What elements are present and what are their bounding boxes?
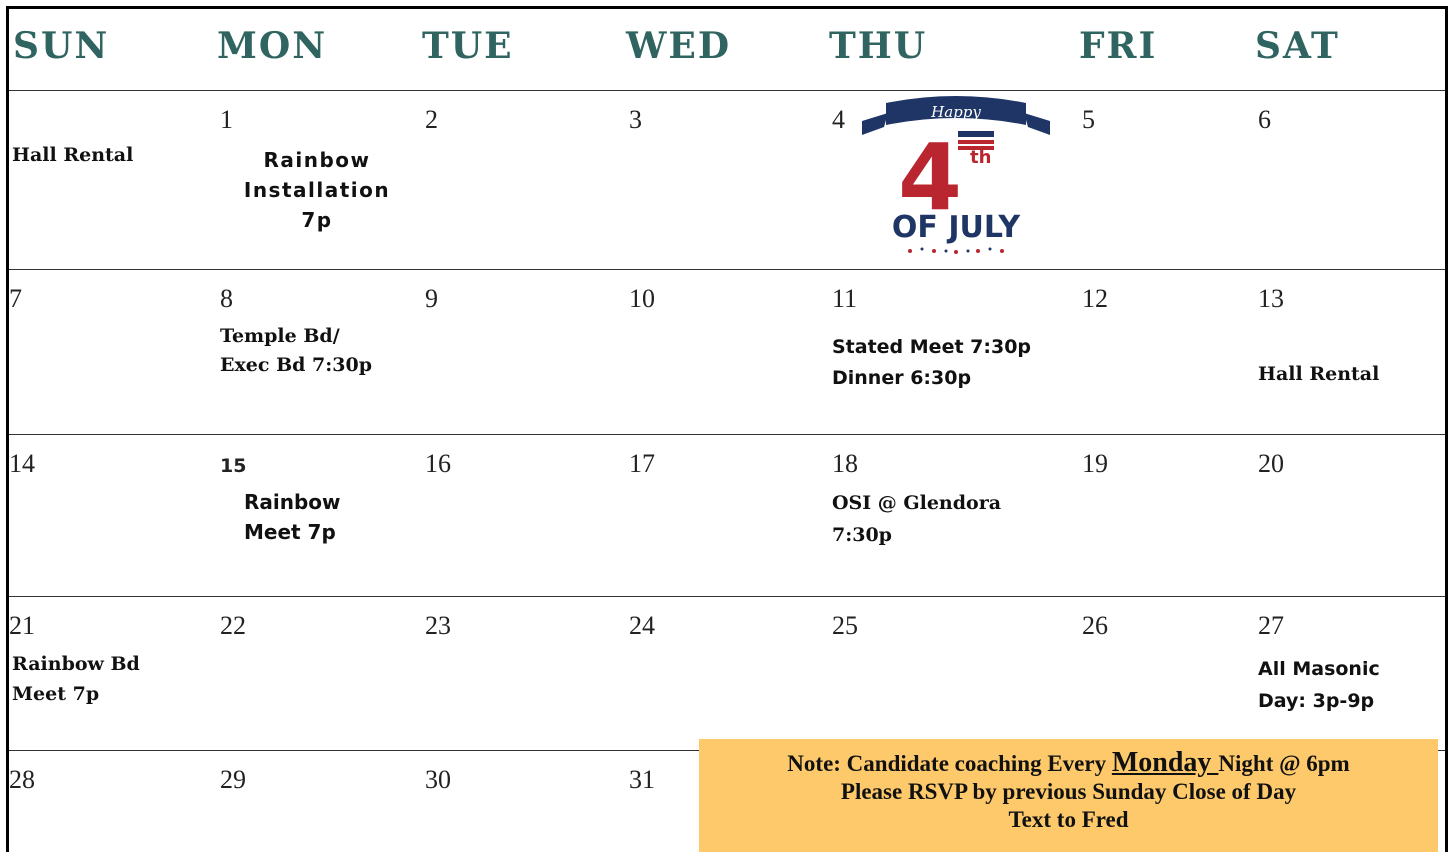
event-hall-rental: Hall Rental: [1258, 363, 1380, 385]
date-number: 29: [220, 765, 246, 794]
date-number: 13: [1258, 284, 1284, 313]
day-cell[interactable]: [419, 597, 623, 750]
event-hall-rental: Hall Rental: [12, 144, 134, 166]
date-number: 26: [1082, 611, 1108, 640]
date-number: 16: [425, 449, 451, 478]
week-row-4: [9, 597, 1445, 751]
week-row-1: [9, 91, 1445, 270]
day-cell[interactable]: [1076, 91, 1252, 269]
date-number: 25: [832, 611, 858, 640]
weekday-fri: FRI: [1079, 25, 1158, 67]
weekday-sat: SAT: [1255, 25, 1340, 67]
weekday-thu: THU: [829, 25, 928, 67]
date-number: 17: [629, 449, 655, 478]
calendar-grid: [6, 6, 1448, 852]
weekday-tue: TUE: [422, 25, 514, 67]
date-number: 9: [425, 284, 438, 313]
date-number: 27: [1258, 611, 1284, 640]
day-cell[interactable]: [9, 91, 214, 269]
day-cell[interactable]: [9, 435, 214, 596]
date-number: 11: [832, 284, 858, 313]
date-number: 22: [220, 611, 246, 640]
day-cell[interactable]: [419, 751, 623, 855]
weekday-mon: MON: [217, 25, 328, 67]
date-number: 15: [220, 455, 247, 477]
day-cell[interactable]: [9, 597, 214, 750]
day-cell[interactable]: [826, 270, 1076, 434]
date-number: 19: [1082, 449, 1108, 478]
date-number: 20: [1258, 449, 1284, 478]
date-number: 23: [425, 611, 451, 640]
week-row-2: [9, 270, 1445, 435]
note-line-3: Text to Fred: [1008, 807, 1129, 832]
day-cell[interactable]: [623, 597, 826, 750]
day-cell[interactable]: [623, 91, 826, 269]
date-number: 7: [9, 284, 22, 313]
event-stated-meeting: Stated Meet 7:30p Dinner 6:30p: [832, 336, 1032, 389]
fourth-of-july-graphic: [858, 91, 1054, 258]
date-number: 5: [1082, 105, 1095, 134]
day-cell[interactable]: [9, 270, 214, 434]
date-number: 24: [629, 611, 655, 640]
event-osi-glendora: OSI @ Glendora 7:30p: [832, 492, 1002, 546]
day-cell[interactable]: [1076, 435, 1252, 596]
date-number: 3: [629, 105, 642, 134]
candidate-coaching-note: [699, 739, 1438, 852]
day-cell[interactable]: [214, 270, 419, 434]
day-cell[interactable]: [9, 751, 214, 855]
date-number: 8: [220, 284, 233, 313]
date-number: 14: [9, 449, 35, 478]
day-cell[interactable]: [1076, 597, 1252, 750]
weekday-header-row: [9, 9, 1445, 91]
july-four-text: 4: [897, 124, 963, 231]
event-rainbow-meet: Rainbow Meet 7p: [244, 490, 341, 544]
july-of-july-text: OF JULY: [891, 210, 1021, 245]
date-number: 28: [9, 765, 35, 794]
day-cell[interactable]: [1076, 270, 1252, 434]
day-cell[interactable]: [623, 751, 703, 855]
day-cell[interactable]: [826, 435, 1076, 596]
day-cell[interactable]: [214, 597, 419, 750]
note-line-1: [699, 749, 1438, 778]
date-number: 4: [832, 105, 845, 134]
day-cell[interactable]: [214, 751, 419, 855]
date-number: 21: [9, 611, 35, 640]
date-number: 6: [1258, 105, 1271, 134]
week-row-3: [9, 435, 1445, 597]
date-number: 12: [1082, 284, 1108, 313]
day-cell[interactable]: [214, 91, 419, 269]
date-number: 1: [220, 105, 233, 134]
day-cell[interactable]: [1252, 91, 1445, 269]
weekday-sun: SUN: [13, 25, 110, 67]
july-happy-text: Happy: [931, 103, 981, 121]
july-th-text: th: [970, 147, 992, 168]
note-line-1-suffix: Night @ 6pm: [1218, 751, 1350, 776]
event-rainbow-board: Rainbow Bd Meet 7p: [12, 653, 140, 705]
day-cell[interactable]: [1252, 597, 1445, 750]
day-cell[interactable]: [419, 270, 623, 434]
date-number: 2: [425, 105, 438, 134]
day-cell[interactable]: [826, 597, 1076, 750]
note-line-2: Please RSVP by previous Sunday Close of Day: [840, 779, 1297, 804]
day-cell[interactable]: [419, 435, 623, 596]
event-rainbow-installation: Rainbow Installation 7p: [243, 148, 391, 232]
note-line-1-prefix: Note: Candidate coaching Every: [787, 751, 1112, 776]
day-cell[interactable]: [623, 270, 826, 434]
date-number: 10: [629, 284, 655, 313]
event-temple-board: Temple Bd/ Exec Bd 7:30p: [220, 325, 372, 376]
date-number: 31: [629, 765, 655, 794]
weekday-wed: WED: [626, 25, 732, 67]
day-cell[interactable]: [623, 435, 826, 596]
day-cell[interactable]: [1252, 270, 1445, 434]
day-cell[interactable]: [419, 91, 623, 269]
date-number: 30: [425, 765, 451, 794]
note-monday-text: Monday: [1111, 747, 1219, 778]
event-all-masonic-day: All Masonic Day: 3p-9p: [1258, 658, 1380, 712]
day-cell[interactable]: [214, 435, 419, 596]
day-cell[interactable]: [1252, 435, 1445, 596]
date-number: 18: [832, 449, 858, 478]
